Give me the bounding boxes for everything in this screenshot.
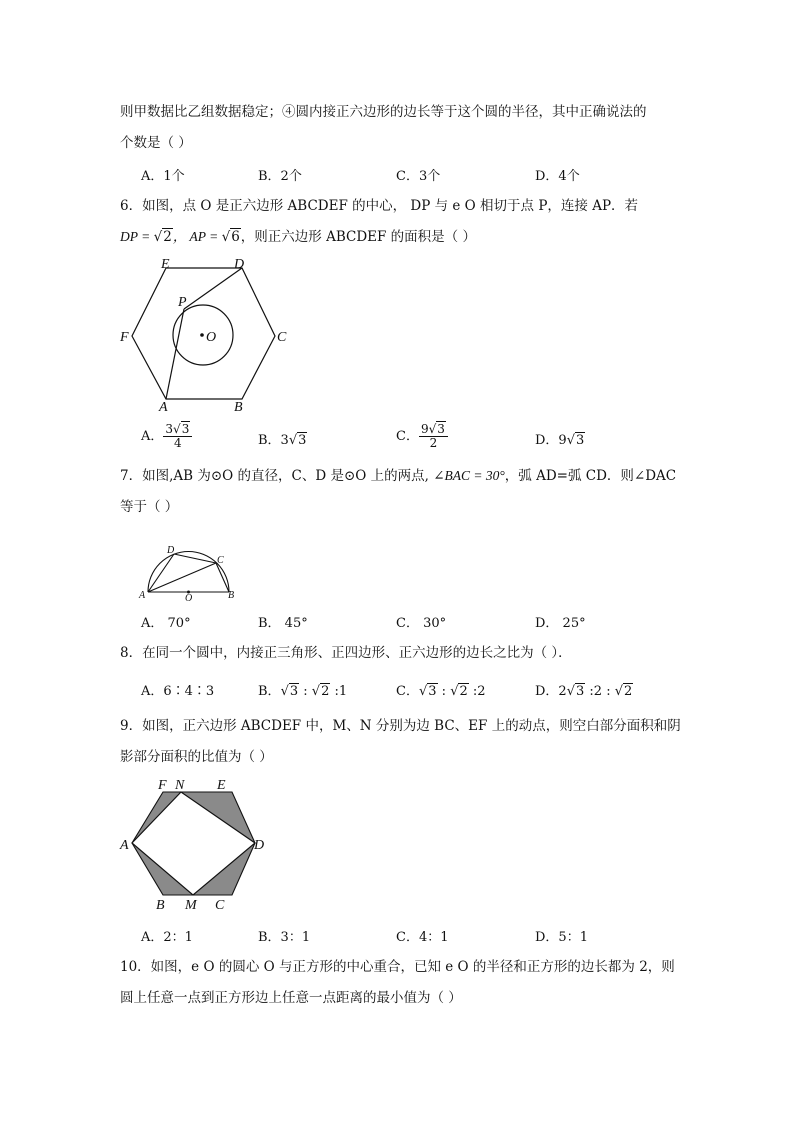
q6-label-d: D [234, 257, 245, 272]
q7-option-b: B． 45° [258, 616, 308, 631]
q6-text-line2: DP = √2， AP = √6，则正六边形 ABCDEF 的面积是（ ） [120, 229, 476, 245]
q6-label-p: P [178, 295, 187, 310]
q7-option-c: C． 30° [396, 616, 447, 631]
q9-option-c: C．4：1 [396, 930, 449, 945]
q9-label-c: C [215, 898, 225, 913]
q8-option-d: D．2√3 :2 : √2 [535, 684, 633, 699]
q9-label-n: N [175, 778, 185, 793]
q9-label-b: B [156, 898, 165, 913]
q7-text-line1: 7．如图,AB 为⊙O 的直径，C、D 是⊙O 上的两点, ∠BAC = 30°，弧 AD=弧 CD．则∠DAC [120, 468, 677, 484]
q8-option-b: B．√3 : √2 :1 [258, 684, 348, 699]
q5-text-line2: 个数是（ ） [120, 135, 192, 151]
q5-option-a: A．1个 [141, 169, 185, 184]
q5-option-b: B．2个 [258, 169, 302, 184]
q9-text-line1: 9．如图，正六边形 ABCDEF 中，M、N 分别为边 BC、EF 上的动点，则空白部分面积和阴 [120, 718, 681, 734]
q6-label-b: B [234, 400, 243, 415]
q6-option-a: A． $\frac{3√3}{4}$ [141, 423, 192, 450]
q7-label-b: B [228, 590, 235, 601]
q5-option-c: C．3个 [396, 169, 441, 184]
q9-text-line2: 影部分面积的比值为（ ） [120, 749, 273, 765]
q6-option-b: B．3√3 [258, 433, 307, 448]
q10-text-line1: 10．如图，e O 的圆心 O 与正方形的中心重合，已知 e O 的半径和正方形的边长都为 2，则 [120, 959, 675, 975]
q5-option-d: D．4个 [535, 169, 580, 184]
q7-label-a: A [139, 590, 146, 601]
q7-label-o: O [185, 593, 193, 604]
q8-option-c: C．√3 : √2 :2 [396, 684, 486, 699]
q6-label-c: C [277, 330, 287, 345]
q6-option-c: C． $\frac{9√3}{2}$ [396, 423, 448, 450]
q7-option-d: D． 25° [535, 616, 586, 631]
q9-label-m: M [185, 898, 197, 913]
q6-label-a: A [159, 400, 168, 415]
q9-option-a: A．2：1 [141, 930, 193, 945]
q9-label-e: E [217, 778, 226, 793]
q9-label-d: D [254, 838, 265, 853]
q6-text-line1: 6．如图，点 O 是正六边形 ABCDEF 的中心， DP 与 e O 相切于点 P，连接 AP．若 [120, 198, 639, 214]
q6-label-e: E [161, 257, 170, 272]
q6-label-o: O [206, 330, 217, 345]
q8-text-line1: 8．在同一个圆中，内接正三角形、正四边形、正六边形的边长之比为（ ）． [120, 645, 572, 661]
q9-option-b: B．3：1 [258, 930, 311, 945]
q9-options [141, 926, 701, 944]
q5-text-line1: 则甲数据比乙组数据稳定；④圆内接正六边形的边长等于这个圆的半径，其中正确说法的 [120, 104, 647, 120]
q9-option-d: D．5：1 [535, 930, 588, 945]
q7-label-d: D [167, 545, 175, 556]
q10-text-line2: 圆上任意一点到正方形边上任意一点距离的最小值为（ ） [120, 990, 462, 1006]
q7-option-a: A． 70° [141, 616, 191, 631]
q8-option-a: A．6∶4∶3 [141, 684, 215, 699]
q9-label-a: A [120, 838, 129, 853]
q6-option-d: D．9√3 [535, 433, 585, 448]
q7-text-line2: 等于（ ） [120, 499, 179, 515]
q7-label-c: C [217, 555, 224, 566]
q9-label-f: F [158, 778, 167, 793]
q6-label-f: F [120, 330, 129, 345]
